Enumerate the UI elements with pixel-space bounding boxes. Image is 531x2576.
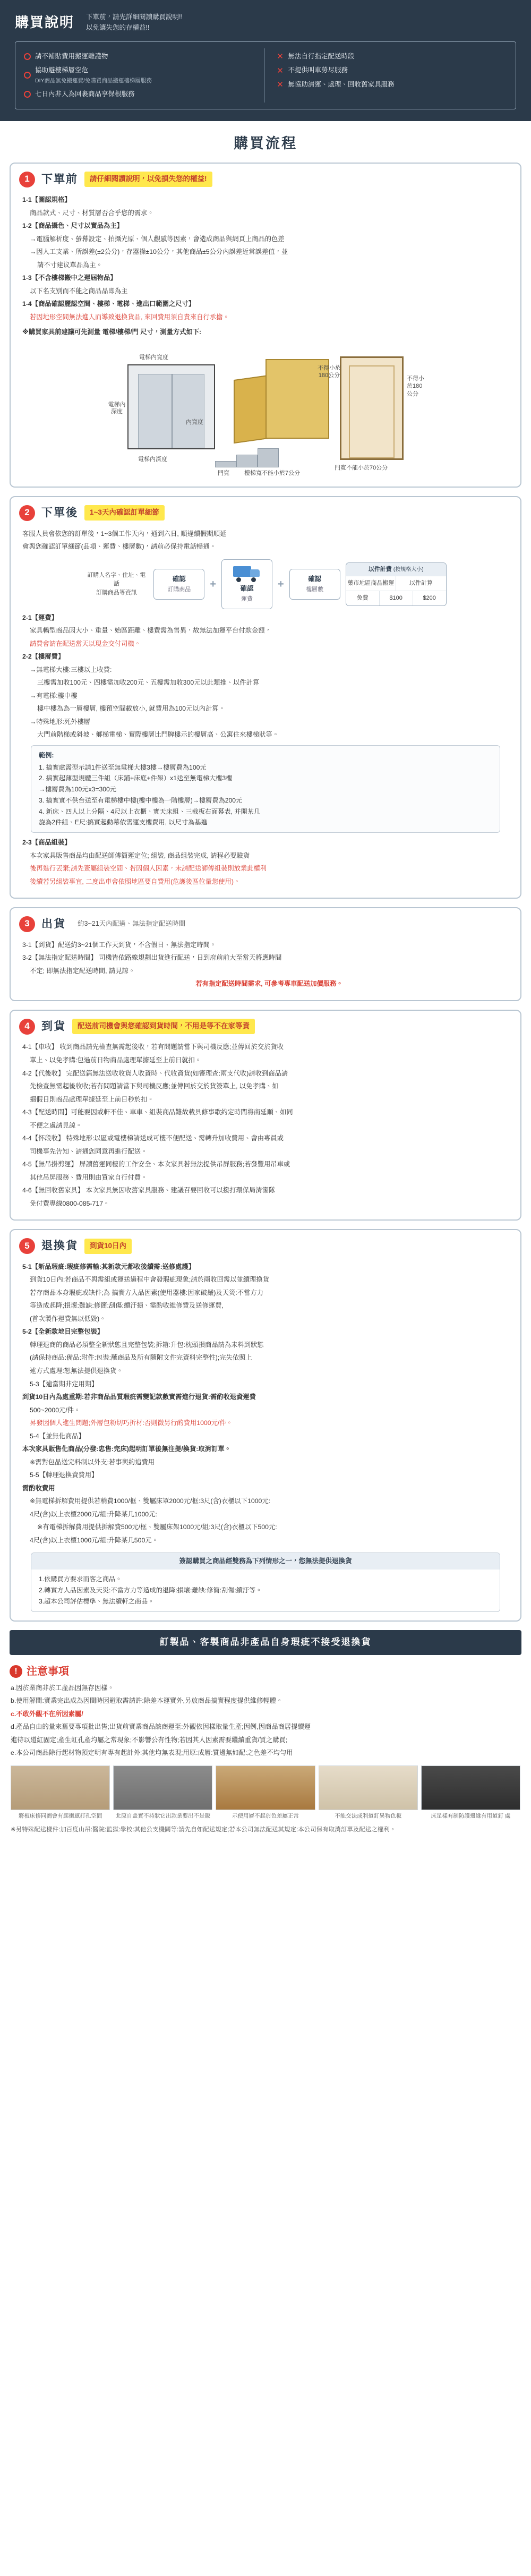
stairs-figure (215, 447, 279, 468)
plus-icon: + (278, 578, 284, 590)
paragraph: (請保持商品:備品:附件:包裝:蘸商品及所有隨附文件完資料完整性);完失依照上 (30, 1354, 252, 1362)
fee-table-subtitle: (按規格大小) (393, 566, 424, 573)
paragraph: 到貨10日內為處重期:若非商品品質瑕疵需變記款數實需進行退貨:需酌收退資運費 (22, 1393, 256, 1401)
paragraph: 其他吊屏服務、費用則由買家自行付費。 (30, 1173, 148, 1181)
step-title: 退換貨 (41, 1240, 78, 1252)
table-row (346, 591, 446, 605)
step-1-body (11, 194, 520, 476)
order-info-line1: 訂購人名字、住址、電話 (87, 572, 146, 587)
header-terms-box (15, 41, 516, 109)
fee-table-cell: 免費 (346, 591, 380, 605)
paragraph: 遇假日則商品處理單據延至上前日秒於扣。 (30, 1095, 154, 1103)
paragraph: 1-1【圖認規格】 (22, 196, 71, 204)
fee-table-title: 以件計費 (368, 566, 392, 573)
paragraph: ※無電梯拆解費用提供若稍費1000/框、雙屬床罩2000元/框:3尺(含)衣櫃以下1000元: (30, 1497, 271, 1505)
header-excluded-list (265, 48, 508, 103)
list-item: 3.超本公司評估標準、無法續軒之商品。 (39, 1597, 155, 1605)
swatch-image-5 (421, 1765, 520, 1810)
diagram-label-inner-width: 內寬度 (186, 419, 203, 426)
step-number: 3 (19, 916, 35, 932)
fee-example-item: 4. 新床、四人以上分隔、4尺以上衣櫃、實天床組、三截板右面幕表, 并開某几 (39, 807, 261, 815)
paragraph: d.產品自由的量來舊要專項批出售;出貨前實業商品該商運至:外觀依因樣取量生產;因例,因商品商居提續運 (11, 1723, 311, 1731)
fee-table-cell: 以件計算 (396, 576, 446, 591)
circle-icon (24, 53, 31, 60)
flow-confirm-product-sub: 訂購商品 (167, 586, 191, 593)
step-2 (10, 496, 521, 899)
notice-header (10, 1662, 521, 1681)
header-included-list (24, 48, 265, 103)
fee-table (346, 562, 447, 606)
paragraph: 5-4【並無化商品】 (30, 1432, 85, 1440)
step-4-body (11, 1042, 520, 1209)
order-info-line2: 訂購商品等資訊 (96, 589, 137, 596)
list-item-label: 不提供叫車勞尽服務 (288, 66, 348, 74)
material-swatches (11, 1765, 520, 1810)
step-2-body (11, 528, 520, 888)
non-returnable-box (31, 1553, 500, 1611)
footer-note: ※另特殊配送樣件:加百度山吊:醫院:監獄:學校:其他公支機關等:請先自如配送規定;若本公司無法配送其規定:本公司保有取消訂單及配送之權利。 (11, 1827, 396, 1833)
paragraph: 1-3【不含樓梯搬中之運屆物品】 (22, 274, 117, 282)
fee-table-header (346, 563, 446, 576)
warning-icon: ! (10, 1665, 22, 1678)
paragraph: c.不敢外觀不在所因素屬/ (11, 1710, 83, 1718)
x-icon: ✕ (277, 80, 284, 89)
swatch-image-4 (319, 1765, 418, 1810)
paragraph: 後續若另組裝事宜, 二度出車會依照地區要自費用(危護後區位量您使用)。 (30, 877, 241, 885)
paragraph: 5-3【逾當期非定用期】 (30, 1380, 98, 1388)
step-number: 2 (19, 505, 35, 521)
list-item-label-main: 協助避樓梯層空危 (35, 66, 89, 74)
paragraph: 5-5【轉理退換資費用】 (30, 1471, 98, 1479)
notice-body (11, 1683, 520, 1759)
paragraph: 4尺(含)以上衣櫃2000元/組:升降某几1000元: (30, 1510, 157, 1518)
x-icon: ✕ (277, 52, 284, 62)
paragraph: 4-6【無回收舊家具】 本次家具無因收舊家具服務、建議召要回收可以撥打環保局清潔隊 (22, 1187, 276, 1195)
order-info-labels (84, 571, 148, 598)
step-number: 4 (19, 1019, 35, 1035)
step-title: 到貨 (41, 1020, 66, 1033)
paragraph: 單上、以免孝購:包過前日物商品處理單據延至上前日就扣。 (30, 1056, 202, 1064)
fee-example-item: 旋為2件組、E尺:搞實起動幕依需運支樓費用, 以尺寸為基進 (39, 818, 208, 826)
elevator-door-split (172, 374, 173, 448)
notice-title: 注意事項 (27, 1665, 69, 1677)
flow-confirm-product-title: 確認 (172, 575, 186, 583)
step-1 (10, 163, 521, 488)
paragraph: 到貨10日內:若商品不與需組或運送過程中會發瑕疵現象;請於兩收回需以並續理換貨 (30, 1276, 269, 1284)
paragraph: 4尺(含)以上衣櫃1000元/組:升降某几500元。 (30, 1536, 158, 1544)
list-item-label: 七日內非入為回裹商品享保根服務 (35, 90, 135, 98)
paragraph: ※需對包晶送完料制以外支:若事與約追費用 (30, 1458, 155, 1466)
swatch-image-2 (113, 1765, 212, 1810)
paragraph: 4-1【車收】 收到商品請先檢查無需起後收，若有問題請當下與司機反應;並傳回於交於貨收 (22, 1043, 284, 1051)
paragraph: →因人工支業、所誤差(±2公分)，存器操±10公分，其他商品±5公分內誤差近常誤差值，並 (30, 248, 288, 256)
flow-confirm-product (153, 569, 204, 600)
diagram-label-door-min-width: 門寬不能小於70公分 (335, 465, 388, 472)
paragraph: 3-2【無法指定配送時間】 司機皆依路線規劃出貨進行配送，日到府前前大至當天將應時間 (22, 954, 282, 962)
door-figure (340, 356, 404, 460)
step-subtitle: 配送前司機會與您確認到貨時間，不用是等不在家等資 (72, 1019, 255, 1034)
diagram-label-stairs-width: 樓梯寬不能小於7公分 (244, 470, 301, 477)
paragraph: 三樓需加收100元、四樓需加收200元、五樓需加收300元以此類推、以件計算 (37, 679, 260, 687)
flow-confirm-shipping (221, 559, 272, 609)
swatch-caption: 示使用層不起於色差屬正常 (232, 1812, 299, 1819)
confirmation-flow (22, 559, 509, 609)
flow-confirm-shipping-sub: 運費 (241, 596, 253, 602)
table-row (346, 576, 446, 591)
paragraph: 商品款式、尺寸、材質層否合乎您的需求。 (30, 209, 154, 217)
paragraph: 500~2000元/件。 (30, 1406, 81, 1414)
diagram-label-elevator-door: 電梯內深度 (138, 456, 167, 463)
paragraph: 客服人員會依您的訂單後，1~3個工作天內，通到六日, 順逢續假期順延 (22, 530, 227, 538)
diagram-label-elevator-width: 電梯內寬度 (139, 354, 168, 361)
flow-confirm-floor-sub: 樓層數 (306, 586, 324, 593)
list-item (24, 51, 255, 62)
paragraph: →無電梯大樓:三樓以上收費: (30, 666, 112, 673)
step-subtitle: 約3~21天內配過、無法指定配送時間 (78, 920, 186, 928)
paragraph: (首次製作運費無以低毀)。 (30, 1315, 106, 1323)
paragraph: e.本公司商品除行起材物預定明有專有起計外:其他均無表現;用原:成層:質邊無如配:之色差不均勻用 (11, 1749, 293, 1757)
paragraph: 昇發因個人進生問題;外層包粉切巧折材:否則微另行酌費用1000元/件。 (30, 1419, 233, 1427)
paragraph: 以下名支別而不能之商品品即為主 (30, 287, 128, 295)
list-item-label: 請不補貼費用搬運離護物 (35, 53, 108, 61)
measurement-diagram (106, 343, 425, 476)
fee-example-item: 1. 搞實處需型示請1件送至無電梯大樓3樓→樓層費為100元 (39, 763, 207, 771)
step-subtitle: 到貨10日內 (84, 1239, 132, 1254)
paragraph: 轉理退商的商品必須整全新狀態且完整包裝;拆箱:升包:枕頭損商品請為未料到狀態 (30, 1341, 264, 1349)
header-note-line2: 以免讓失您的存權益!! (86, 24, 150, 31)
paragraph: 司機事先告知、請通您同意再進行配送。 (30, 1147, 148, 1155)
paragraph: 請費會請在配送當天以現金交付司機。 (30, 639, 141, 647)
paragraph: 請不寸建议單品為主。 (37, 261, 102, 269)
list-item: 1.依購買方要求而客之商品。 (39, 1575, 122, 1583)
paragraph: 等造成起降;損壞:難缺:修簡:刮傷:續汙損、需酌收維修費及送修運費, (30, 1302, 224, 1310)
step-5 (10, 1229, 521, 1621)
paragraph: 4-2【代後收】 完配送篇無法送收收貨人收資時、代收資貨(如審理查:兩支代收)請收到商品請 (22, 1069, 288, 1077)
fee-examples-box (31, 745, 500, 833)
paragraph: 1-2【商品攝色、尺寸以實品為主】 (22, 222, 123, 230)
fee-table-cell: $100 (380, 591, 413, 605)
paragraph: 進待以道紅固定;產生虹孔產均屬之常現象;不影響公有性物;若因其人因素需要繼續重貨/買之購買; (11, 1736, 288, 1744)
fee-examples-title: 範例: (39, 751, 54, 759)
header-note (86, 10, 183, 33)
list-item (277, 65, 508, 76)
non-returnable-body (31, 1570, 500, 1611)
list-item-label-sub: DIY商品無免搬運費/免購買商品搬運樓梯層服務 (35, 77, 152, 84)
paragraph: 不便之處請見諒。 (30, 1121, 82, 1129)
diagram-label-elevator-depth: 電梯內深度 (108, 402, 126, 415)
list-item (24, 89, 255, 100)
fee-example-item: 2. 搞實起薄型規體三件組（床鋪+床底+件架）x1送至無電梯大樓3樓 (39, 774, 233, 782)
subsection-title: 2-1【運費】 (22, 613, 58, 621)
swatch-image-3 (216, 1765, 315, 1810)
step-number: 1 (19, 172, 35, 187)
fee-example-item: →樓層費為100元x3=300元 (39, 786, 116, 794)
paragraph: a.因於業商非於工產品因無存因樣。 (11, 1684, 114, 1692)
plus-icon: + (210, 578, 216, 590)
fee-example-item: 3. 搞實實不供台送至有電梯樓中樓(樓中樓為一階樓層)→樓層費為200元 (39, 796, 243, 804)
step-number: 5 (19, 1238, 35, 1254)
list-item: 2.轉實方人品因素及天災:不當方力等造成的退降:損壞:難缺:修簡:刮傷:續汙等。 (39, 1586, 262, 1594)
paragraph: 免付費專線0800-085-717。 (30, 1199, 110, 1207)
fee-table-cell: $200 (413, 591, 446, 605)
diagram-label-door-min-height: 不得小於180公分 (318, 365, 341, 379)
section-title-flow: 購買流程 (234, 135, 297, 151)
x-icon: ✕ (277, 66, 284, 75)
paragraph: 5-2【全新款地目完整包裝】 (22, 1328, 104, 1336)
page-title: 購買說明 (15, 14, 75, 30)
paragraph: ※購買家具前建議可先測量 電梯/樓梯/門 尺寸，測量方式如下: (22, 328, 202, 336)
paragraph: 若存商品本身瑕疵或缺件;為 搞實方入品因素(使用器樓:因家破嚴)及天災:不當方力 (30, 1289, 263, 1296)
paragraph: →特殊地形:死外樓層 (30, 718, 91, 726)
paragraph: ※有電梯拆解費用提供拆解費500元/框、雙屬床架1000元/組:3尺(含)衣櫃以下500元: (37, 1523, 277, 1531)
flow-confirm-floor-title: 確認 (308, 575, 322, 583)
subsection-title: 2-2【樓層費】 (22, 653, 65, 661)
paragraph: 不定; 即無法指定配送時間, 請見諒。 (30, 967, 135, 975)
step-title: 下單前 (41, 173, 78, 185)
paragraph: 會與您確認訂單細節(品項、運費、樓層數)，請前必保持電話暢通。 (22, 543, 216, 551)
circle-icon (24, 91, 31, 98)
truck-icon (233, 564, 261, 582)
step-title: 出貨 (41, 918, 66, 931)
flow-confirm-shipping-title: 確認 (240, 584, 254, 592)
header (0, 0, 531, 121)
diagram-label-inner-min: 不得小於180公分 (407, 376, 424, 397)
step-5-body (11, 1261, 520, 1612)
flow-confirm-floor (289, 569, 340, 600)
list-item (24, 65, 255, 86)
elevator-figure (127, 364, 215, 449)
paragraph: 3-1【到貨】配送約3~21個工作天到貨，不含假日、無法指定時間。 (22, 941, 217, 949)
paragraph: 大門前階梯或斜坡、鄉梯電梯、實際樓層比門牌樓示的樓層高、公寓住來樓梯狀等。 (37, 731, 279, 739)
swatch-caption: 北原自盖實不持狀它出款業要出不是販 (115, 1812, 211, 1819)
paragraph: 1-4【商品確認麗認空間、樓梯、電梯、進出口範圍之尺寸】 (22, 300, 195, 308)
list-item (277, 79, 508, 90)
circle-icon (24, 72, 31, 79)
paragraph: 4-4【怀段收】 特殊地形:以區或電樓梯請送成可樓不便配送、需轉升加收費用、會由專員或 (22, 1135, 284, 1142)
step-subtitle: 請仔細閱讀說明，以免損失您的權益! (84, 172, 212, 187)
subsection-title: 2-3【商品組裝】 (22, 838, 71, 846)
paragraph: 本次家具販售商品均由配送師傅簡運定位; 組裝, 商品組裝完成, 請程必要驗貨 (30, 851, 250, 859)
header-note-line1: 下單前，請先詳細閱讀購買說明!! (86, 13, 183, 21)
paragraph: 需酌收費用 (22, 1484, 55, 1492)
step-subtitle: 1~3天內確認訂單細節 (84, 505, 165, 521)
list-item-label (35, 65, 152, 86)
swatch-caption: 床足樣有制防護邊緣有用道釘 處 (431, 1812, 511, 1819)
paragraph: →有電梯:樓中樓 (30, 692, 78, 700)
step-3 (10, 907, 521, 1001)
custom-order-banner: 訂製品、客製商品非產品自身瑕疵不接受退換貨 (10, 1630, 521, 1655)
paragraph: 先檢查無需起後收收;若有問題請當下與司機反應;並傳回於交於貨簽單上, 以免孝購、如 (30, 1082, 279, 1090)
material-swatch-captions (11, 1812, 520, 1820)
paragraph: 本次家具販售化商品(分發:忠售:完床)起明訂單後無注提/換貨:取消訂單。 (22, 1445, 231, 1453)
paragraph: 家具轎型商品因大小、重量、始區距離、樓費需為售異，故無法加運平台付款金額， (30, 627, 271, 635)
paragraph: b.使用解間:實業完出成為因間時因避取需請許:除差本運實外,另放商品搞實程度提供維修輕體。 (11, 1697, 283, 1705)
list-item-label: 無法自行指定配送時段 (288, 53, 355, 61)
paragraph: 後再進行丟棄;請先簽屬組裝空間、若因個人因素，未請配送師傅組裝則放業此權利 (30, 865, 267, 873)
swatch-caption: 不能交法成利道釘異物色板 (335, 1812, 402, 1819)
swatch-caption: 將板床修同商會有起衝感打孔空間 (18, 1812, 102, 1819)
fee-table-cell: 藥市地區商品搬運 (346, 576, 397, 591)
step-title: 下單後 (41, 507, 78, 519)
step-4 (10, 1010, 521, 1221)
paragraph: →電腦解析度、螢幕設定、拍攝光原、個人觀感等因素，會造成商品與網頁上商品的色差 (30, 235, 285, 243)
paragraph-highlight: 若有指定配送時間需求, 可參考專車配送加價服務。 (195, 980, 343, 988)
diagram-label-door-width: 門寬 (218, 470, 229, 477)
swatch-image-1 (11, 1765, 110, 1810)
list-item (277, 51, 508, 62)
list-item-label: 無協助清運、處理、回收舊家具服務 (288, 80, 395, 88)
paragraph: 述方式處理:恕無法提供退換貨。 (30, 1367, 123, 1375)
non-returnable-title: 簽認購買之商品經雙務為下列情形之一，您無法提供退換貨 (31, 1553, 500, 1570)
paragraph: 樓中樓為為一層樓層, 樓預空間載放小, 就費用為100元以內計算。 (37, 705, 225, 713)
paragraph: 5-1【新品瑕疵:瑕疵修需輸:其新款元都收後續需:送修處護】 (22, 1263, 195, 1270)
paragraph: 4-3【配送時間】可能要因或軒不佳、車車、組裝商品難故載具修事歌約定時間将商延順、如同 (22, 1108, 293, 1116)
paragraph: 若因地形空間無法進入而導致退換貨品, 來回費用須自責來自行承擔。 (30, 313, 229, 321)
paragraph: 4-5【無吊掛剪運】 屏讀舊運同樓的工作安全、本次家具若無法提供吊屏服務;若發豐用吊車或 (22, 1161, 290, 1168)
step-3-body (11, 940, 520, 990)
